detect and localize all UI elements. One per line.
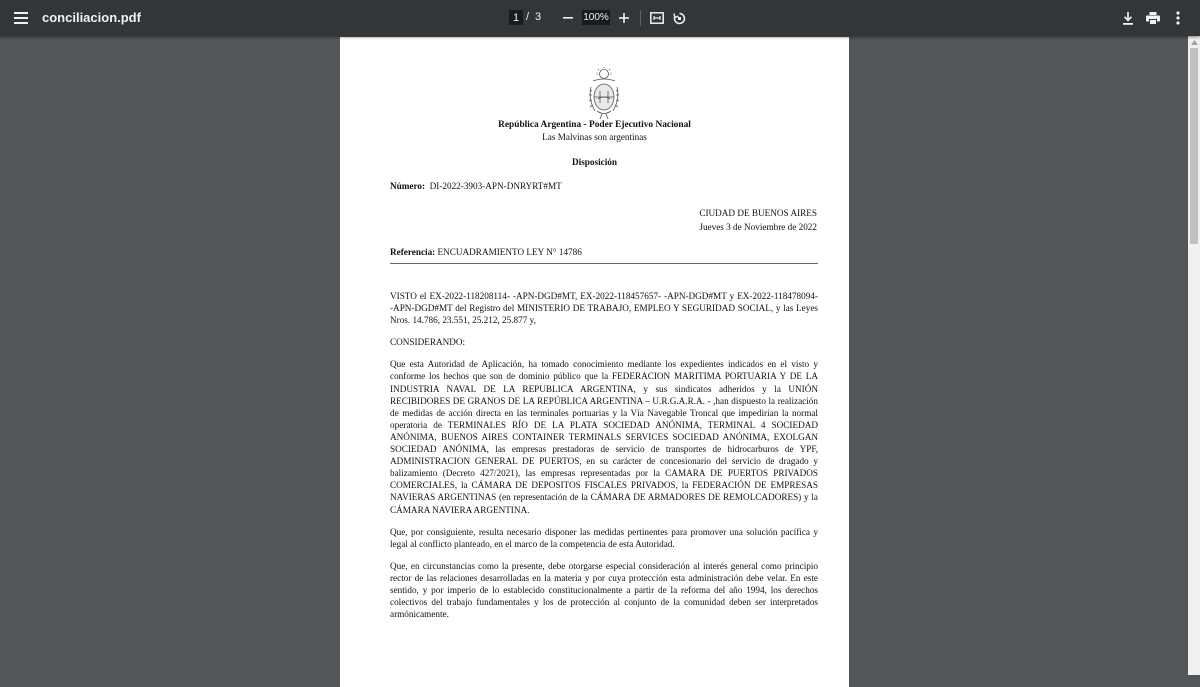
date: Jueves 3 de Noviembre de 2022 — [699, 221, 817, 232]
place-and-date — [699, 207, 817, 234]
toolbar-divider — [640, 10, 641, 26]
document-header-subtitle: Las Malvinas son argentinas — [542, 132, 647, 142]
number-label: Número: — [390, 181, 426, 191]
argentina-coat-of-arms-icon — [587, 67, 621, 121]
hamburger-menu-icon[interactable] — [9, 6, 33, 30]
scroll-up-arrow-icon[interactable] — [1188, 36, 1200, 48]
divider-line — [390, 263, 818, 264]
print-icon[interactable] — [1141, 6, 1165, 30]
scrollbar-thumb[interactable] — [1190, 48, 1198, 244]
paragraph: Que esta Autoridad de Aplicación, ha tomado conocimiento mediante los expedientes indicados en el visto y conforme los hechos que son de dominio público que la FEDERACION MARITIMA PORTUARIA Y DE LA INDUSTRIA NAVAL DE LA REPUBLICA ARGENTINA, y sus sindicatos adheridos y la UNIÓN RECIBIDORES DE GRANOS DE LA REPÚBLICA ARGENTINA – U.R.G.A.R.A. - ,han dispuesto la realización de medidas de acción directa en las terminales portuarias y la Vía Navegable Troncal que impedirían la normal operatoria de TERMINALES RÍO DE LA PLATA SOCIEDAD ANÓNIMA, TERMINAL 4 SOCIEDAD ANÓNIMA, BUENOS AIRES CONTAINER TERMINALS SERVICES SOCIEDAD ANÓNIMA, EXOLGAN SOCIEDAD ANÓNIMA, las empresas prestadoras de servicio de transportes de hidrocarburos de YPF, ADMINISTRACION GENERAL DE PUERTOS, en su carácter de concesionario del servicio de dragado y balizamiento (Decreto 427/2021), las empresas representadas por la CAMARA DE PUERTOS PRIVADOS COMERCIALES, la CÁMARA DE DEPOSITOS FISCALES PRIVADOS, la FEDERACIÓN DE EMPRESAS NAVIERAS ARGENTINAS (en representación de la CÁMARA DE ARMADORES DE REMOLCADORES) y la CÁMARA NAVIERA ARGENTINA. — [390, 359, 818, 515]
plus-icon[interactable] — [612, 6, 636, 30]
reference-value: ENCUADRAMIENTO LEY N° 14786 — [437, 247, 582, 257]
page-separator: / — [526, 11, 530, 23]
number-value: DI-2022-3903-APN-DNRYRT#MT — [429, 181, 562, 191]
paragraph: Que, por consiguiente, resulta necesario disponer las medidas pertinentes para promover una solución pacífica y legal al conflicto planteado, en el marco de la competencia de esta Autoridad. — [390, 526, 818, 549]
rotate-icon[interactable] — [667, 6, 691, 30]
paragraph-visto: VISTO el EX-2022-118208114- -APN-DGD#MT, EX-2022-118457657- -APN-DGD#MT y EX-2022-118478094- -APN-DGD#MT del Registro del MINISTERIO DE TRABAJO, EMPLEO Y SEGURIDAD SOCIAL, y las Leyes Nros. 14.786, 23.551, 25.212, 25.877 y, — [390, 291, 818, 326]
file-name: conciliacion.pdf — [42, 10, 141, 25]
pdf-toolbar — [0, 0, 1200, 36]
current-page-input[interactable]: 1 — [509, 10, 523, 25]
document-number — [390, 180, 562, 192]
zoom-level-input[interactable]: 100% — [583, 12, 609, 23]
document-header-title: República Argentina - Poder Ejecutivo Nacional — [498, 120, 691, 130]
document-reference — [390, 246, 582, 258]
pdf-page — [340, 37, 849, 687]
more-vert-icon[interactable] — [1166, 6, 1190, 30]
reference-label: Referencia: — [390, 247, 436, 257]
paragraph: Que, en circunstancias como la presente, debe otorgarse especial consideración al interés general como principio rector de las relaciones desarrolladas en la materia y por cuya protección esta administración debe velar. En este sentido, y por imperio de lo establecido constitucionalmente a partir de la reforma del año 1994, los derechos colectivos del trabajo fundamentales y los de protección al conjunto de la comunidad deben ser interpretados armónicamente. — [390, 560, 818, 620]
document-body — [390, 290, 818, 630]
minus-icon[interactable] — [556, 6, 580, 30]
download-icon[interactable] — [1116, 6, 1140, 30]
paragraph-considerando: CONSIDERANDO: — [390, 337, 466, 348]
document-type: Disposición — [572, 157, 617, 167]
fit-to-page-icon[interactable] — [645, 6, 669, 30]
city: CIUDAD DE BUENOS AIRES — [699, 208, 817, 218]
total-pages: 3 — [535, 11, 542, 23]
